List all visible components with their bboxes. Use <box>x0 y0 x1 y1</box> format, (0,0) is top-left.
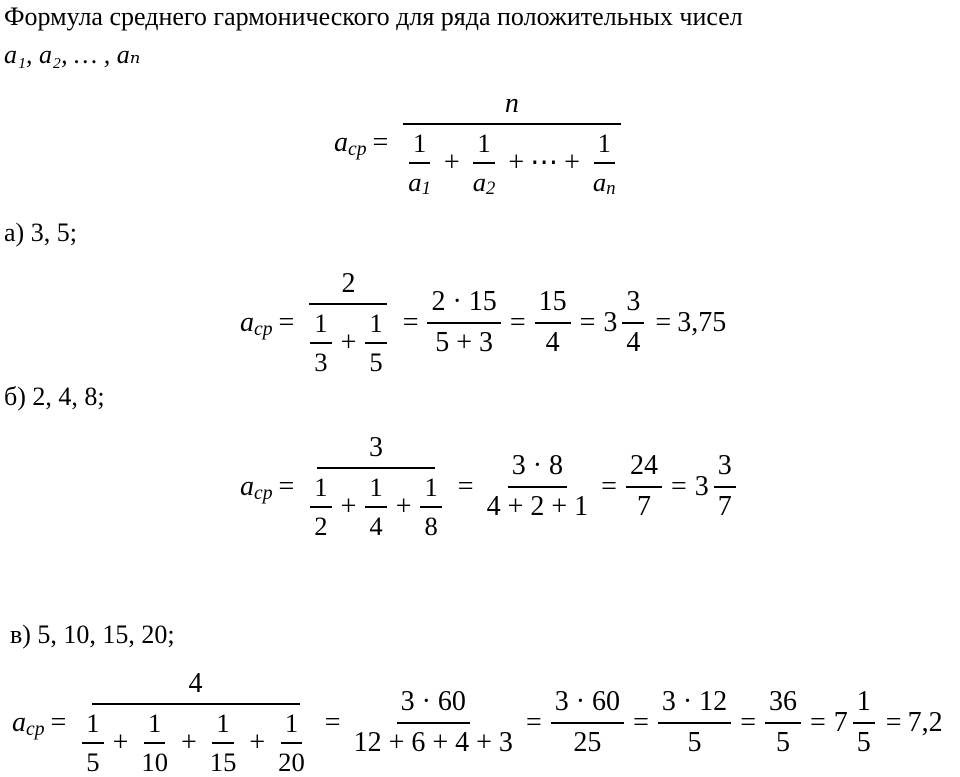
fraction-denominator: 4 <box>626 326 641 358</box>
reciprocal-numerator: 1 <box>409 128 430 164</box>
lhs-symbol: a <box>240 306 254 338</box>
fraction-denominator: 25 <box>573 726 602 758</box>
part-c-formula <box>12 668 943 777</box>
c-fraction-1 <box>75 668 315 777</box>
fraction-numerator: 4 <box>92 668 300 705</box>
reciprocal-a1 <box>404 128 435 197</box>
ellipsis: ⋯ <box>530 146 559 178</box>
plus-sign: + <box>249 726 266 758</box>
a-fraction-2 <box>427 286 500 358</box>
fraction-numerator: 1 <box>82 708 103 744</box>
equals-sign: = <box>278 470 295 502</box>
equals-sign: = <box>740 706 756 738</box>
reciprocal-an <box>589 128 620 197</box>
fraction-denominator: 5 <box>86 746 100 777</box>
plus-sign: + <box>395 490 412 522</box>
equals-sign: = <box>457 470 474 502</box>
fraction-numerator: 1 <box>310 472 331 508</box>
equals-sign: = <box>525 706 542 738</box>
fraction-denominator: 5 <box>775 726 790 758</box>
reciprocal-subscript: 2 <box>486 177 496 199</box>
fraction-numerator: 1 <box>310 308 331 344</box>
fraction-numerator: 1 <box>853 686 875 723</box>
reciprocal-denominator: a <box>592 166 607 197</box>
reciprocal-subscript: 1 <box>421 177 431 199</box>
b-fraction-3 <box>626 450 662 522</box>
main-denominator <box>397 125 626 197</box>
plus-sign: + <box>443 146 460 178</box>
part-b-label: б) 2, 4, 8; <box>4 382 105 411</box>
fraction-denominator: 4 <box>369 510 383 541</box>
plus-sign: + <box>112 726 129 758</box>
fraction-denominator: 5 <box>856 726 871 758</box>
mixed-whole: 7 <box>833 706 848 738</box>
b-mixed-number <box>695 450 739 522</box>
a-result: 3,75 <box>677 306 727 338</box>
equals-sign: = <box>372 126 389 158</box>
reciprocal-denominator: a <box>472 166 486 197</box>
fraction-denominator <box>303 305 393 377</box>
a-mixed-number <box>603 286 647 358</box>
lhs-symbol: a <box>240 470 254 502</box>
c-mixed-number <box>834 686 878 758</box>
fraction-numerator: 3 · 12 <box>658 686 731 723</box>
general-formula <box>334 88 630 197</box>
plus-sign: + <box>340 490 357 522</box>
reciprocal-numerator: 1 <box>594 128 615 164</box>
fraction-denominator: 5 <box>687 726 702 758</box>
part-a-label: а) 3, 5; <box>4 218 77 247</box>
main-numerator: n <box>403 88 621 125</box>
fraction-denominator: 4 + 2 + 1 <box>486 490 589 522</box>
plus-sign: + <box>340 326 357 358</box>
equals-sign: = <box>809 706 826 738</box>
fraction-numerator: 3 <box>714 450 736 487</box>
fraction-numerator: 3 · 60 <box>397 686 470 723</box>
fraction-numerator: 3 · 8 <box>508 450 567 487</box>
plus-sign: + <box>180 726 197 758</box>
intro-sequence: a₁, a₂, … , aₙ <box>4 40 141 69</box>
fraction-denominator: 4 <box>545 326 560 358</box>
fraction-denominator: 7 <box>636 490 651 522</box>
fraction-numerator: 24 <box>626 450 662 487</box>
a-fraction-3 <box>535 286 571 358</box>
intro-line-1: Формула среднего гармонического для ряда положительных чисел <box>4 2 743 31</box>
fraction-numerator: 1 <box>365 308 386 344</box>
c-result: 7,2 <box>907 706 943 738</box>
plus-sign: + <box>564 146 580 178</box>
fraction-numerator: 3 · 60 <box>551 686 624 723</box>
fraction-denominator <box>75 705 315 777</box>
c-fraction-5 <box>765 686 801 758</box>
lhs-subscript: ср <box>254 318 273 340</box>
fraction-numerator: 2 · 15 <box>427 286 500 323</box>
equals-sign: = <box>601 470 617 502</box>
fraction-numerator: 1 <box>212 708 233 744</box>
fraction-denominator: 10 <box>141 746 168 777</box>
equals-sign: = <box>633 706 649 738</box>
b-fraction-2 <box>483 450 593 522</box>
fraction-denominator: 7 <box>717 490 732 522</box>
fraction-numerator: 1 <box>420 472 441 508</box>
reciprocal-subscript: n <box>606 177 616 199</box>
reciprocal-numerator: 1 <box>473 128 494 164</box>
lhs-subscript: ср <box>26 718 45 740</box>
lhs-symbol: a <box>12 706 26 738</box>
equals-sign: = <box>402 306 419 338</box>
equals-sign: = <box>509 306 526 338</box>
fraction-denominator: 3 <box>314 346 328 377</box>
mixed-whole: 3 <box>694 470 709 502</box>
fraction-denominator: 5 + 3 <box>435 326 494 358</box>
lhs-subscript: ср <box>348 138 367 160</box>
c-fraction-2 <box>350 686 517 758</box>
fraction-numerator: 1 <box>365 472 386 508</box>
reciprocal-denominator: a <box>408 166 422 197</box>
fraction-numerator: 3 <box>317 432 435 469</box>
lhs-symbol: a <box>334 126 348 158</box>
fraction-numerator: 15 <box>535 286 571 323</box>
fraction-denominator: 2 <box>314 510 328 541</box>
lhs-subscript: ср <box>254 482 273 504</box>
fraction-denominator: 8 <box>424 510 438 541</box>
equals-sign: = <box>50 706 67 738</box>
c-fraction-4 <box>658 686 731 758</box>
fraction-denominator <box>303 469 448 541</box>
fraction-numerator: 1 <box>281 708 302 744</box>
fraction-denominator: 15 <box>209 746 237 777</box>
fraction-numerator: 1 <box>144 708 165 744</box>
plus-sign: + <box>508 146 525 178</box>
equals-sign: = <box>885 706 902 738</box>
c-fraction-3 <box>551 686 624 758</box>
equals-sign: = <box>655 306 672 338</box>
equals-sign: = <box>324 706 341 738</box>
fraction-denominator: 5 <box>369 346 383 377</box>
part-c-label: в) 5, 10, 15, 20; <box>10 620 175 649</box>
b-fraction-1 <box>303 432 448 541</box>
equals-sign: = <box>670 470 687 502</box>
fraction-numerator: 3 <box>622 286 644 323</box>
part-b-formula <box>240 432 741 541</box>
reciprocal-a2 <box>469 128 500 197</box>
fraction-numerator: 36 <box>765 686 801 723</box>
fraction-denominator: 12 + 6 + 4 + 3 <box>353 726 513 758</box>
main-fraction <box>397 88 626 197</box>
equals-sign: = <box>579 306 596 338</box>
mixed-whole: 3 <box>603 306 618 338</box>
fraction-numerator: 2 <box>309 268 387 305</box>
equals-sign: = <box>278 306 295 338</box>
fraction-denominator: 20 <box>278 746 305 777</box>
a-fraction-1 <box>303 268 393 377</box>
part-a-formula <box>240 268 726 377</box>
